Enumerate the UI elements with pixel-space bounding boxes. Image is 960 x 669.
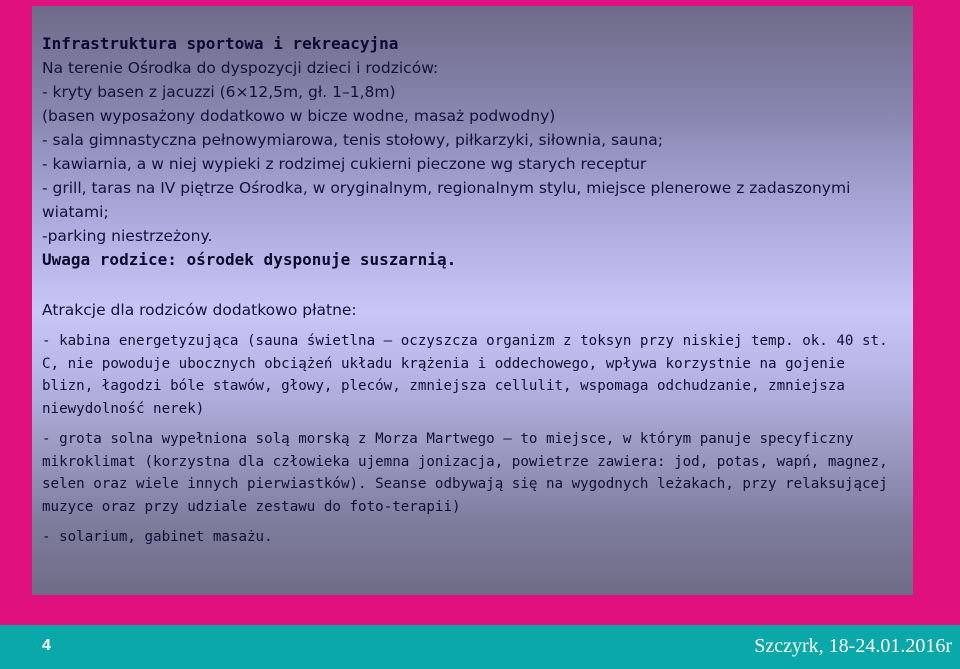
- section-gap-small: [42, 322, 902, 330]
- slide-background-stripe: [0, 595, 960, 625]
- section-title-infrastructure: Infrastruktura sportowa i rekreacyjna: [42, 34, 399, 53]
- cafe-line: - kawiarnia, a w niej wypieki z rodzimej cukierni pieczone wg starych receptur: [42, 155, 647, 173]
- note-dryer: Uwaga rodzice: ośrodek dysponuje suszarnią.: [42, 250, 457, 269]
- footer-bar: [0, 625, 960, 669]
- parking-line: -parking niestrzeżony.: [42, 227, 213, 245]
- attractions-list: [42, 330, 902, 549]
- panel-text: [42, 32, 902, 549]
- section-gap: [42, 272, 902, 298]
- item-gap: [42, 420, 902, 428]
- attraction-item-salt-cave: - grota solna wypełniona solą morską z Morza Martwego – to miejsce, w którym panuje specyficzny mikroklimat (korzystna dla człowieka ujemna jonizacja, powietrze zawiera: jod, potas, wapń, magnez, selen oraz wiele innych pierwiastków). Seanse odbywają się na wygodnych leżakach, przy relaksującej muzyce oraz przy udziale zestawu do foto-terapii): [42, 431, 888, 515]
- pool-line: - kryty basen z jacuzzi (6×12,5m, gł. 1–1,8m): [42, 83, 396, 101]
- item-gap: [42, 518, 902, 526]
- attraction-item-solarium: - solarium, gabinet masażu.: [42, 529, 273, 545]
- content-panel: [32, 6, 913, 595]
- grill-line: - grill, taras na IV piętrze Ośrodka, w oryginalnym, regionalnym stylu, miejsce plenerowe z zadaszonymi wiatami;: [42, 179, 851, 221]
- pool-equipment-line: (basen wyposażony dodatkowo w bicze wodne, masaż podwodny): [42, 107, 556, 125]
- section-title-attractions: Atrakcje dla rodziców dodatkowo płatne:: [42, 301, 357, 319]
- intro-line: Na terenie Ośrodka do dyspozycji dzieci i rodziców:: [42, 59, 439, 77]
- attraction-item-cabin: - kabina energetyzująca (sauna świetlna – oczyszcza organizm z toksyn przy niskiej temp. ok. 40 st. C, nie powoduje ubocznych obciążeń układu krążenia i oddechowego, wpływa korzystnie na gojenie blizn, łagodzi bóle stawów, głowy, pleców, zmniejsza cellulit, wspomaga odchudzanie, zmniejsza niewydolność nerek): [42, 333, 888, 417]
- footer-date: Szczyrk, 18-24.01.2016r: [754, 635, 952, 657]
- page-number: 4: [42, 637, 51, 654]
- gym-line: - sala gimnastyczna pełnowymiarowa, tenis stołowy, piłkarzyki, siłownia, sauna;: [42, 131, 663, 149]
